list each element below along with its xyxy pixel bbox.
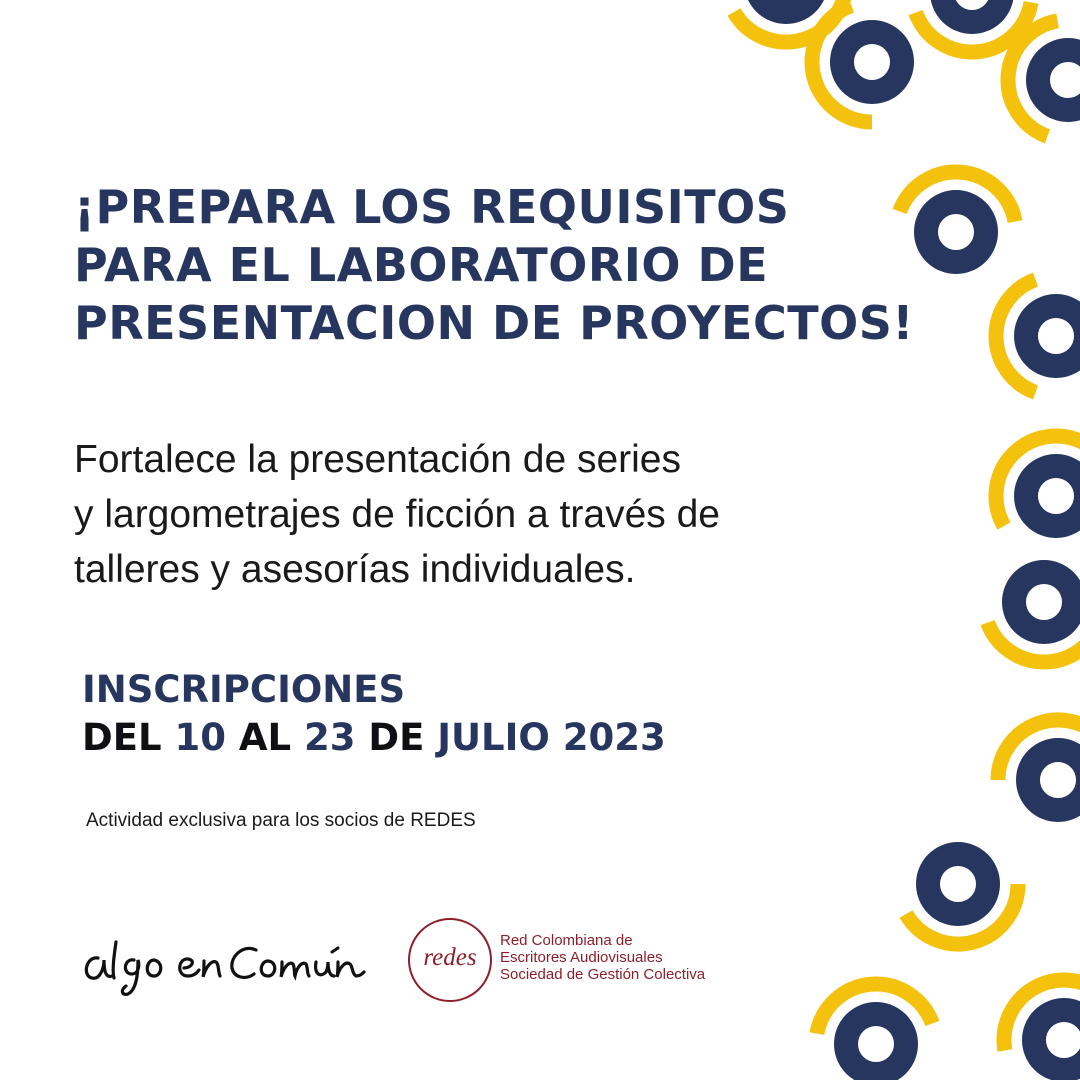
exclusive-note: Actividad exclusiva para los socios de REDES bbox=[86, 810, 476, 831]
redes-line-1: Red Colombiana de bbox=[500, 932, 633, 949]
description bbox=[74, 432, 894, 597]
yellow-arc bbox=[988, 623, 1080, 662]
navy-ring bbox=[1026, 306, 1080, 366]
redes-logo bbox=[408, 918, 748, 1008]
algo-en-comun-logo bbox=[76, 928, 366, 998]
yellow-arc bbox=[906, 884, 1018, 944]
headline bbox=[74, 178, 914, 352]
description-line-1: Fortalece la presentación de series bbox=[74, 438, 681, 481]
yellow-arc bbox=[916, 2, 1031, 52]
headline-line-3: PRESENTACION DE PROYECTOS! bbox=[74, 296, 914, 350]
yellow-arc bbox=[812, 6, 872, 122]
yellow-arc bbox=[900, 172, 1015, 222]
headline-line-2: PARA EL LABORATORIO DE bbox=[74, 238, 769, 292]
headline-line-1: ¡PREPARA LOS REQUISITOS bbox=[74, 180, 790, 234]
registration-range bbox=[82, 714, 666, 762]
word-al: AL bbox=[238, 716, 292, 759]
yellow-arc bbox=[996, 280, 1035, 393]
navy-ring bbox=[1014, 572, 1074, 632]
navy-ring bbox=[846, 1014, 906, 1074]
navy-ring bbox=[1028, 750, 1080, 810]
description-line-3: talleres y asesorías individuales. bbox=[74, 548, 636, 591]
month-year: JULIO 2023 bbox=[437, 716, 666, 759]
navy-ring bbox=[756, 0, 816, 12]
yellow-arc bbox=[1004, 980, 1080, 1050]
yellow-arc bbox=[996, 436, 1080, 526]
word-de: DE bbox=[368, 716, 425, 759]
redes-logo-text bbox=[500, 932, 705, 983]
navy-ring bbox=[1026, 466, 1080, 526]
description-line-2: y largometrajes de ficción a través de bbox=[74, 493, 720, 536]
registration-label: INSCRIPCIONES bbox=[82, 668, 406, 711]
redes-line-3: Sociedad de Gestión Colectiva bbox=[500, 966, 706, 983]
yellow-arc bbox=[998, 720, 1080, 780]
navy-ring bbox=[942, 0, 1002, 22]
yellow-arc bbox=[734, 0, 846, 42]
yellow-arc bbox=[817, 984, 932, 1034]
navy-ring bbox=[928, 854, 988, 914]
word-del: DEL bbox=[82, 716, 162, 759]
redes-logo-word: redes bbox=[423, 944, 477, 971]
redes-line-2: Escritores Audiovisuales bbox=[500, 949, 663, 966]
yellow-arc bbox=[1008, 21, 1058, 136]
navy-ring bbox=[1038, 50, 1080, 110]
navy-ring bbox=[926, 202, 986, 262]
registration-dates bbox=[82, 666, 666, 762]
navy-ring bbox=[1034, 1010, 1080, 1070]
navy-ring bbox=[842, 32, 902, 92]
end-day: 23 bbox=[303, 716, 356, 759]
start-day: 10 bbox=[174, 716, 226, 759]
